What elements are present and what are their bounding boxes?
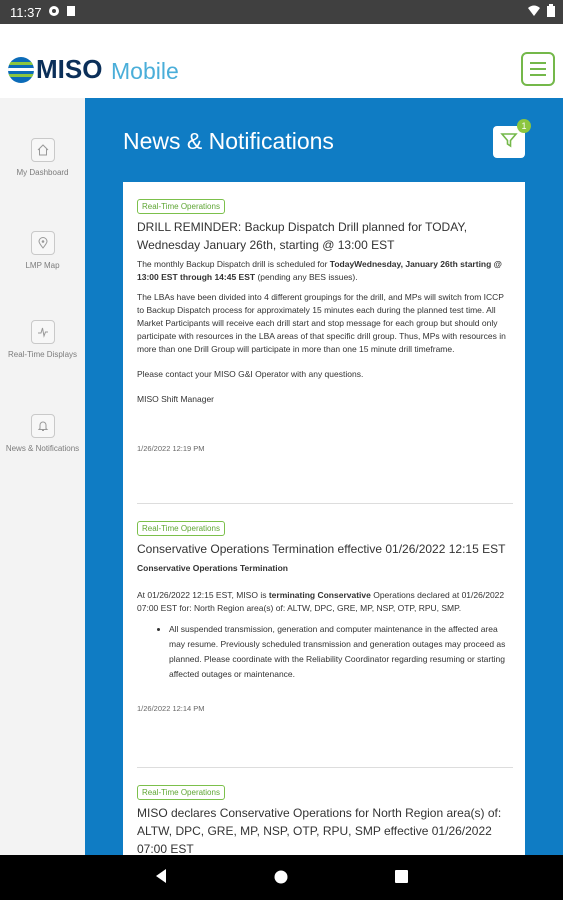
sidebar-item-lmp-map[interactable] [0,231,85,270]
category-badge: Real-Time Operations [137,785,225,800]
status-time: 11:37 [10,4,42,20]
miso-logo [8,54,102,85]
globe-logo-icon [8,57,34,83]
status-bar [0,0,563,24]
news-body: The monthly Backup Dispatch drill is scheduled for TodayWednesday, January 26th starting @ 13:00 EST through 14:45 EST (pending any BES issues). The LBAs have been divided into 4 different groupings for the drill, and MPs will switch from ICCP to Backup Dispatch process for approximately 15 minutes each during the planned test time. All Market Participants will receive each drill start and stop message for each group but should only participate with resources in the LBA areas of that specific drill group. Thus, MPs with resources in more than one Drill Group will participate in more than one 15 minute drill timeframe. Please contact your MISO G&I Operator with any questions. MISO Shift Manager [137,259,506,404]
hamburger-menu-button[interactable] [521,52,555,86]
news-divider [137,767,513,768]
category-badge: Real-Time Operations [137,199,225,214]
sidebar-item-label: News & Notifications [5,444,80,453]
news-divider [137,503,513,504]
sidebar-item-label: My Dashboard [16,168,69,177]
filter-count-badge: 1 [517,119,531,133]
recents-icon[interactable] [395,870,408,888]
list-item: • All suspended transmission, generation and computer maintenance in the affected area may resume. Previously scheduled transmission and generation outages may proceed as planned. Please coordinate with the Reliability Coordinator regarding resuming or starting affected outages or maintenance. [169,622,513,682]
news-item[interactable] [137,782,513,855]
category-badge: Real-Time Operations [137,521,225,536]
sidebar-item-real-time-displays[interactable] [0,320,85,359]
sidebar-item-label: LMP Map [25,261,60,270]
news-list[interactable] [123,182,525,855]
news-body: Conservative Operations Termination At 01/26/2022 12:15 EST, MISO is terminating Conservative Operations declared at 01/26/2022 07:00 EST for: North Region area(s) of: ALTW, DPC, GRE, MP, NSP, OTP, RPU, SMP. • All suspended transmission, generation and computer maintenance in the affected area may resume. Previously scheduled transmission and generation outages may proceed as planned. Please coordinate with the Reliability Coordinator regarding resuming or starting affected outages or maintenance. [137,562,513,682]
news-title[interactable]: DRILL REMINDER: Backup Dispatch Drill planned for TODAY, Wednesday January 26th, starting @ 13:00 EST [137,220,468,252]
app-header [0,24,563,98]
news-item[interactable] [137,196,513,453]
news-bullet-list [137,622,513,682]
sidebar-item-news[interactable] [0,414,85,453]
news-subheading: Conservative Operations Termination [137,563,288,573]
sidebar-item-dashboard[interactable] [0,138,85,177]
news-timestamp: 1/26/2022 12:14 PM [137,704,205,713]
sidebar [0,98,86,855]
battery-icon [547,4,555,20]
news-title[interactable]: Conservative Operations Termination effective 01/26/2022 12:15 EST [137,542,506,556]
news-item[interactable] [137,518,513,713]
system-nav-bar [0,855,563,900]
news-timestamp: 1/26/2022 12:19 PM [137,444,205,453]
app-subtitle: Mobile [111,58,179,84]
storage-icon [66,5,76,20]
home-circle-icon[interactable] [274,870,288,889]
back-icon[interactable] [154,868,168,889]
home-icon [31,138,55,162]
page-title: News & Notifications [123,128,334,154]
hamburger-icon [530,62,546,64]
bell-icon [31,414,55,438]
main-content [85,98,563,855]
filter-icon [500,131,518,154]
pulse-icon [31,320,55,344]
news-title[interactable]: MISO declares Conservative Operations for North Region area(s) of: ALTW, DPC, GRE, MP, NSP, OTP, RPU, SMP effective 01/26/2022 07:00 EST [137,806,502,855]
wifi-icon [527,5,541,20]
sidebar-item-label: Real-Time Displays [7,350,78,359]
settings-icon [48,5,60,20]
map-pin-icon [31,231,55,255]
logo-text: MISO [36,54,103,84]
